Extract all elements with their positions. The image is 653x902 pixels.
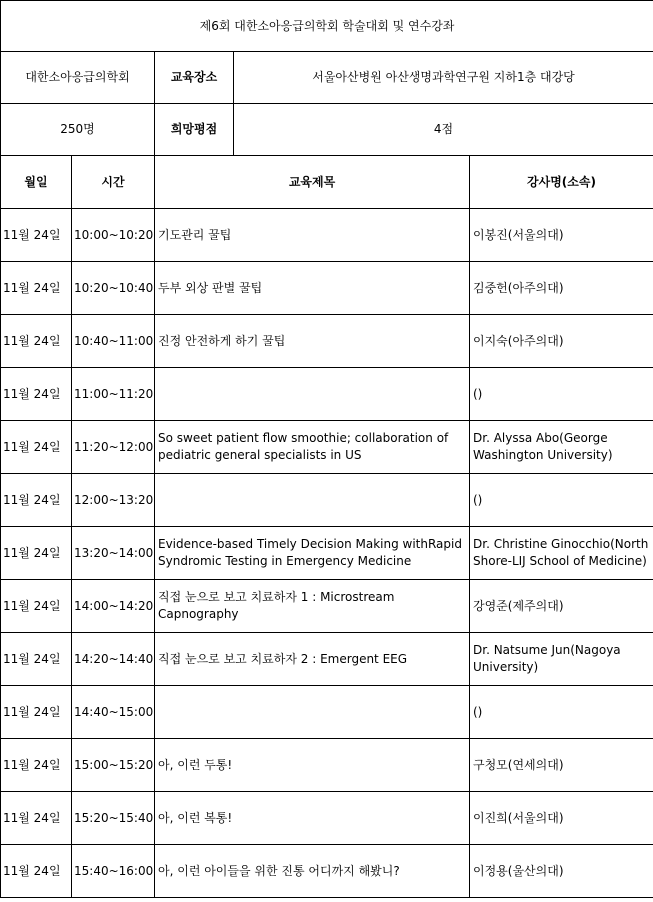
session-topic: 아, 이런 아이들을 위한 진통 어디까지 해봤니? bbox=[155, 845, 470, 898]
table-row bbox=[1, 792, 653, 845]
venue-label: 교육장소 bbox=[155, 52, 234, 104]
host-organization: 대한소아응급의학회 bbox=[1, 52, 155, 104]
session-speaker: 구청모(연세의대) bbox=[470, 739, 653, 792]
session-speaker: 강영준(제주의대) bbox=[470, 580, 653, 633]
session-date: 11월 24일 bbox=[1, 474, 72, 527]
session-time: 14:20~14:40 bbox=[72, 633, 155, 686]
session-speaker: 이진희(서울의대) bbox=[470, 792, 653, 845]
session-date: 11월 24일 bbox=[1, 368, 72, 421]
session-topic: So sweet patient flow smoothie; collaboration of pediatric general specialists in US bbox=[155, 421, 470, 474]
session-date: 11월 24일 bbox=[1, 845, 72, 898]
session-speaker: Dr. Alyssa Abo(George Washington University) bbox=[470, 421, 653, 474]
table-row bbox=[1, 368, 653, 421]
session-time: 15:00~15:20 bbox=[72, 739, 155, 792]
venue-value: 서울아산병원 아산생명과학연구원 지하1층 대강당 bbox=[234, 52, 653, 104]
session-topic: 두부 외상 판별 꿀팁 bbox=[155, 262, 470, 315]
session-speaker: 이정용(울산의대) bbox=[470, 845, 653, 898]
venue-row bbox=[1, 52, 653, 104]
table-row bbox=[1, 315, 653, 368]
session-speaker: 이봉진(서울의대) bbox=[470, 209, 653, 262]
session-time: 15:40~16:00 bbox=[72, 845, 155, 898]
session-time: 10:40~11:00 bbox=[72, 315, 155, 368]
session-speaker: () bbox=[470, 368, 653, 421]
header-speaker: 강사명(소속) bbox=[470, 156, 653, 209]
header-time: 시간 bbox=[72, 156, 155, 209]
session-date: 11월 24일 bbox=[1, 686, 72, 739]
session-time: 10:20~10:40 bbox=[72, 262, 155, 315]
session-topic: 직접 눈으로 보고 치료하자 2 : Emergent EEG bbox=[155, 633, 470, 686]
header-topic: 교육제목 bbox=[155, 156, 470, 209]
header-date: 월일 bbox=[1, 156, 72, 209]
session-time: 14:00~14:20 bbox=[72, 580, 155, 633]
session-topic bbox=[155, 368, 470, 421]
session-time: 11:00~11:20 bbox=[72, 368, 155, 421]
table-row bbox=[1, 421, 653, 474]
session-date: 11월 24일 bbox=[1, 792, 72, 845]
table-row bbox=[1, 845, 653, 898]
table-row bbox=[1, 686, 653, 739]
title-row bbox=[1, 1, 653, 52]
session-date: 11월 24일 bbox=[1, 315, 72, 368]
session-speaker: () bbox=[470, 474, 653, 527]
session-date: 11월 24일 bbox=[1, 262, 72, 315]
table-row bbox=[1, 262, 653, 315]
header-row bbox=[1, 156, 653, 209]
event-title: 제6회 대한소아응급의학회 학술대회 및 연수강좌 bbox=[1, 1, 653, 52]
session-topic: 아, 이런 두통! bbox=[155, 739, 470, 792]
session-date: 11월 24일 bbox=[1, 421, 72, 474]
session-date: 11월 24일 bbox=[1, 633, 72, 686]
session-speaker: Dr. Christine Ginocchio(North Shore-LIJ School of Medicine) bbox=[470, 527, 653, 580]
session-speaker: Dr. Natsume Jun(Nagoya University) bbox=[470, 633, 653, 686]
session-speaker: 이지숙(아주의대) bbox=[470, 315, 653, 368]
session-time: 10:00~10:20 bbox=[72, 209, 155, 262]
session-date: 11월 24일 bbox=[1, 527, 72, 580]
session-topic: 진정 안전하게 하기 꿀팁 bbox=[155, 315, 470, 368]
session-time: 15:20~15:40 bbox=[72, 792, 155, 845]
capacity-row bbox=[1, 104, 653, 156]
session-time: 11:20~12:00 bbox=[72, 421, 155, 474]
session-time: 12:00~13:20 bbox=[72, 474, 155, 527]
session-speaker: 김중헌(아주의대) bbox=[470, 262, 653, 315]
session-speaker: () bbox=[470, 686, 653, 739]
table-row bbox=[1, 633, 653, 686]
table-row bbox=[1, 580, 653, 633]
rating-value: 4점 bbox=[234, 104, 653, 156]
session-date: 11월 24일 bbox=[1, 739, 72, 792]
table-row bbox=[1, 527, 653, 580]
table-row bbox=[1, 474, 653, 527]
capacity-value: 250명 bbox=[1, 104, 155, 156]
session-topic bbox=[155, 686, 470, 739]
rating-label: 희망평점 bbox=[155, 104, 234, 156]
session-time: 14:40~15:00 bbox=[72, 686, 155, 739]
table-row bbox=[1, 209, 653, 262]
session-topic: 아, 이런 복통! bbox=[155, 792, 470, 845]
session-topic: 직접 눈으로 보고 치료하자 1 : Microstream Capnography bbox=[155, 580, 470, 633]
session-date: 11월 24일 bbox=[1, 209, 72, 262]
session-topic: Evidence-based Timely Decision Making withRapid Syndromic Testing in Emergency Medicine bbox=[155, 527, 470, 580]
session-date: 11월 24일 bbox=[1, 580, 72, 633]
session-topic: 기도관리 꿀팁 bbox=[155, 209, 470, 262]
session-topic bbox=[155, 474, 470, 527]
session-time: 13:20~14:00 bbox=[72, 527, 155, 580]
table-row bbox=[1, 739, 653, 792]
